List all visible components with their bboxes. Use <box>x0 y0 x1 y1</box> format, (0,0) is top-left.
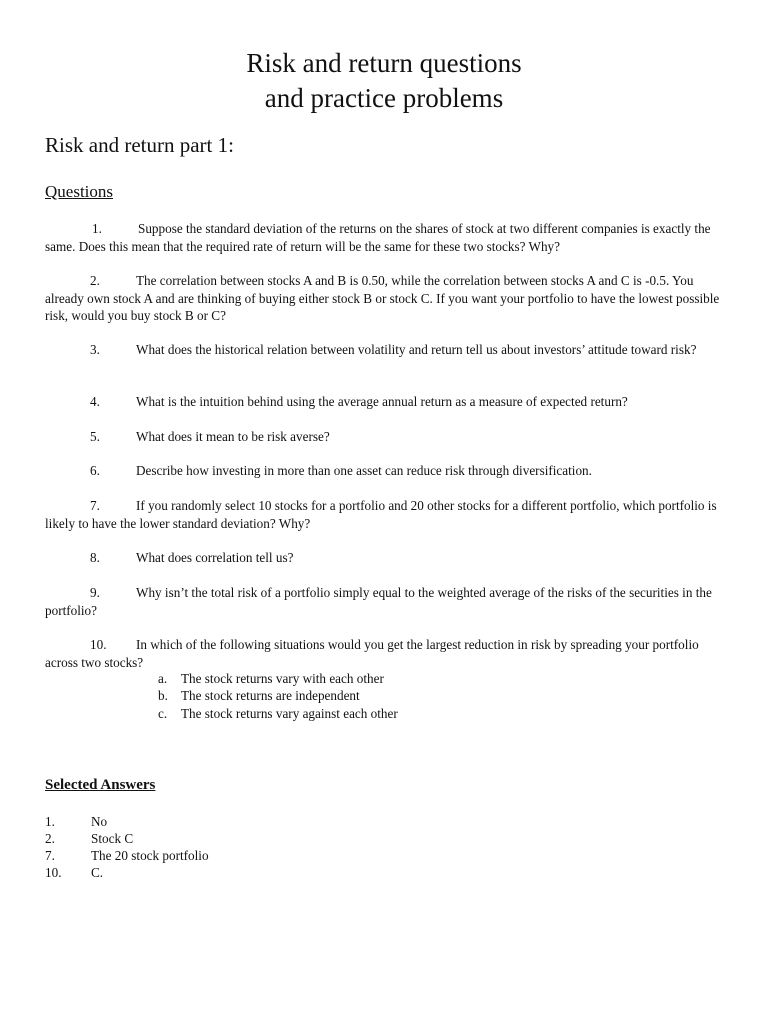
answer-10 <box>45 864 103 881</box>
question-text: What does it mean to be risk averse? <box>136 429 330 444</box>
questions-heading: Questions <box>45 182 113 201</box>
option-a <box>158 670 384 688</box>
answer-number: 7. <box>45 848 55 863</box>
question-4 <box>45 393 725 411</box>
question-8 <box>45 549 725 567</box>
question-text: Suppose the standard deviation of the returns on the shares of stock at two different companies is exactly the same. Does this mean that the required rate of return will be the same for these two stocks? Why? <box>45 221 711 254</box>
question-text: What is the intuition behind using the average annual return as a measure of expected return? <box>136 394 628 409</box>
question-3 <box>45 341 725 359</box>
question-number: 3. <box>90 342 100 357</box>
question-text: What does the historical relation between volatility and return tell us about investors’ attitude toward risk? <box>136 342 697 357</box>
question-text: If you randomly select 10 stocks for a portfolio and 20 other stocks for a different portfolio, which portfolio is likely to have the lower standard deviation? Why? <box>45 498 717 531</box>
answer-number: 10. <box>45 865 62 880</box>
question-number: 6. <box>90 463 100 478</box>
question-number: 2. <box>90 273 100 288</box>
question-5 <box>45 428 725 446</box>
answer-text: No <box>91 814 108 829</box>
answer-text: The 20 stock portfolio <box>91 848 209 863</box>
option-text: The stock returns vary with each other <box>181 671 384 686</box>
question-9 <box>45 584 725 619</box>
option-text: The stock returns vary against each other <box>181 706 398 721</box>
part-heading: Risk and return part 1: <box>45 133 234 157</box>
answers-heading: Selected Answers <box>45 777 156 793</box>
title-line-2: and practice problems <box>264 83 504 113</box>
question-text: Why isn’t the total risk of a portfolio simply equal to the weighted average of the risks of the securities in the portfolio? <box>45 585 712 618</box>
option-letter: c. <box>158 706 168 721</box>
question-text: The correlation between stocks A and B is 0.50, while the correlation between stocks A and C is -0.5. You already own stock A and are thinking of buying either stock B or stock C. If you want your portfolio to have the lowest possible risk, would you buy stock B or C? <box>45 273 720 323</box>
question-text: In which of the following situations would you get the largest reduction in risk by spreading your portfolio across two stocks? <box>45 637 699 670</box>
title-line-1: Risk and return questions <box>246 48 522 78</box>
answer-text: Stock C <box>91 831 134 846</box>
question-2 <box>45 272 725 325</box>
option-text: The stock returns are independent <box>181 688 360 703</box>
answer-text: C. <box>91 865 104 880</box>
question-number: 9. <box>90 585 100 600</box>
answer-number: 1. <box>45 814 55 829</box>
option-letter: a. <box>158 671 168 686</box>
option-c <box>158 705 398 723</box>
question-10 <box>45 636 725 671</box>
answer-number: 2. <box>45 831 55 846</box>
option-b <box>158 687 360 705</box>
option-letter: b. <box>158 688 168 703</box>
question-number: 1. <box>92 221 102 236</box>
answer-7 <box>45 847 209 864</box>
question-text: What does correlation tell us? <box>136 550 294 565</box>
answer-1 <box>45 813 107 830</box>
question-number: 4. <box>90 394 100 409</box>
question-6 <box>45 462 725 480</box>
question-text: Describe how investing in more than one asset can reduce risk through diversification. <box>136 463 592 478</box>
question-number: 8. <box>90 550 100 565</box>
question-number: 10. <box>90 637 107 652</box>
answer-2 <box>45 830 133 847</box>
question-number: 5. <box>90 429 100 444</box>
document-title <box>0 46 768 116</box>
question-number: 7. <box>90 498 100 513</box>
question-7 <box>45 497 725 532</box>
question-1 <box>45 220 725 255</box>
